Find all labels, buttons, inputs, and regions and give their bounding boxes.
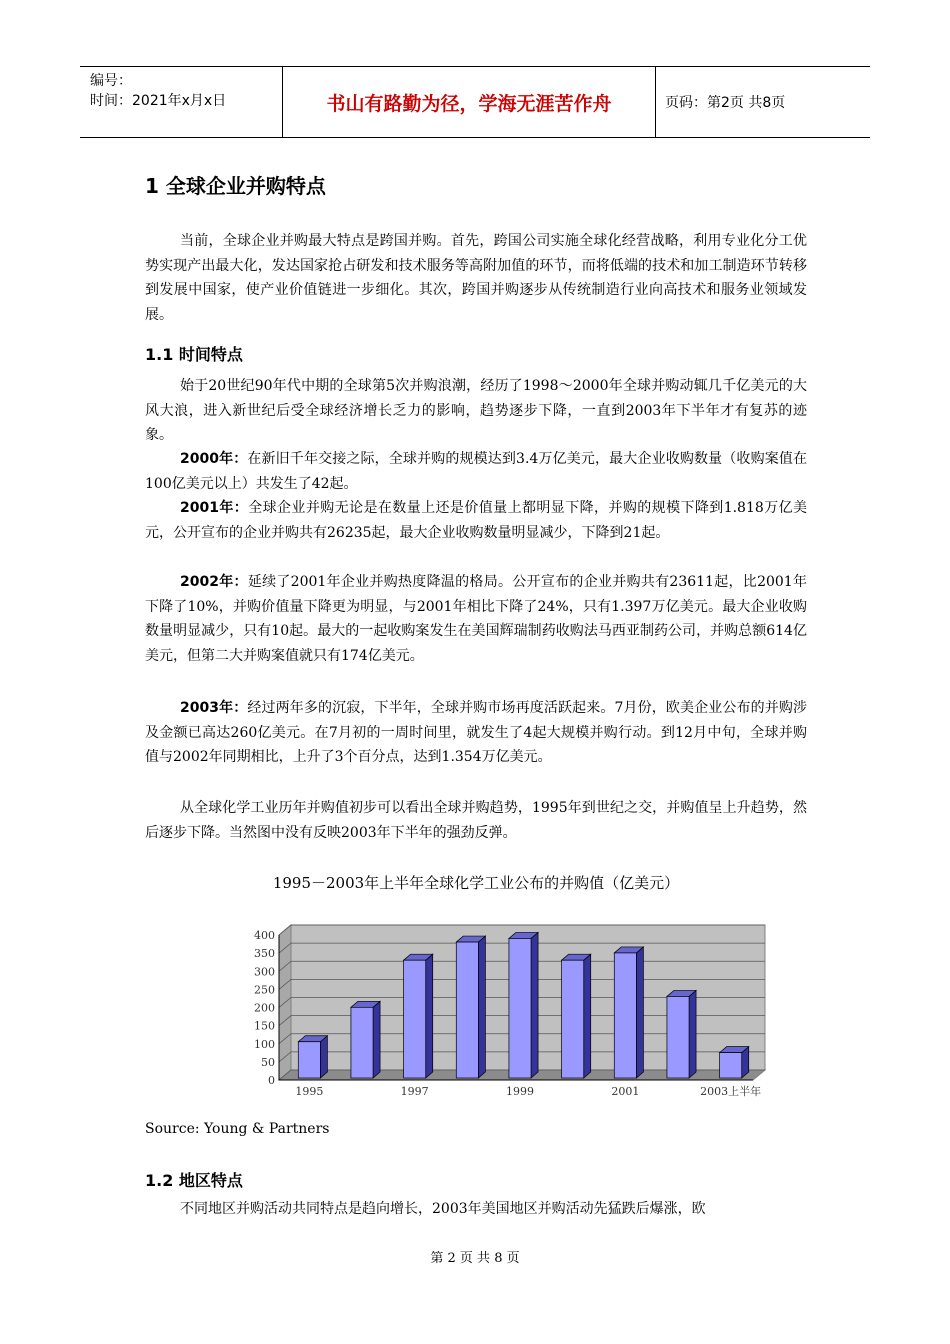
header-page-info: 页码：第2页 共8页 [665,95,786,111]
x-tick-label: 1995 [295,1085,324,1098]
year-2001-label: 2001年： [180,500,249,516]
x-tick-label: 2003上半年 [700,1085,762,1098]
header-meta [80,67,280,137]
bar [562,960,584,1078]
chart-source: Source: Young & Partners [145,1121,330,1137]
bar [614,953,636,1078]
y-tick-label: 400 [254,929,275,942]
bar-side [426,954,433,1078]
bar-side [689,990,696,1078]
bar-chart [237,920,777,1105]
bar-side [320,1036,327,1078]
bar-side [478,936,485,1078]
x-tick-label: 1997 [400,1085,429,1098]
bar [667,996,689,1078]
y-tick-label: 250 [254,983,275,997]
header-motto: 书山有路勤为径，学海无涯苦作舟 [282,67,656,137]
bar [404,960,426,1078]
chart-intro-paragraph: 从全球化学工业历年并购值初步可以看出全球并购趋势，1995年到世纪之交，并购值呈上升趋势，然后逐步下降。当然图中没有反映2003年下半年的强劲反弹。 [145,800,807,841]
bar [456,942,478,1078]
y-tick-label: 0 [268,1074,275,1087]
page-footer: 第 2 页 共 8 页 [430,1251,520,1266]
year-2001-paragraph [145,496,807,545]
subsection-title-time: 1.1 时间特点 [145,345,243,364]
intro-paragraph: 当前，全球企业并购最大特点是跨国并购。首先，跨国公司实施全球化经营战略，利用专业化分工优势实现产出最大化，发达国家抢占研发和技术服务等高附加值的环节，而将低端的技术和加工制造环节转移到发展中国家，使产业价值链进一步细化。其次，跨国并购逐步从传统制造行业向高技术和服务业领域发展。 [145,233,807,323]
bar-side [373,1001,380,1078]
y-tick-label: 50 [261,1055,275,1069]
bar-side [531,932,538,1078]
year-2002-paragraph [145,570,807,668]
year-2002-text: 延续了2001年企业并购热度降温的格局。公开宣布的企业并购共有23611起，比2001年下降了10%，并购价值量下降更为明显，与2001年相比下降了24%，只有1.397万亿美元。最大企业收购数量明显减少，只有10起。最大的一起收购案发生在美国辉瑞制药收购法马西亚制药公司，并购总额614亿美元，但第二大并购案值就只有174亿美元。 [145,574,808,664]
x-tick-label: 1999 [506,1085,534,1098]
bar [509,938,531,1078]
year-2003-label: 2003年： [180,700,248,716]
time-paragraph: 始于20世纪90年代中期的全球第5次并购浪潮，经历了1998～2000年全球并购动辄几千亿美元的大风大浪，进入新世纪后受全球经济增长乏力的影响，趋势逐步下降，一直到2003年下半年才有复苏的迹象。 [145,378,807,443]
y-tick-label: 150 [254,1019,275,1033]
y-tick-label: 300 [254,965,275,979]
region-paragraph: 不同地区并购活动共同特点是趋向增长，2003年美国地区并购活动先猛跌后爆涨，欧 [180,1201,706,1217]
header-date: 时间：2021年x月x日 [90,93,227,109]
y-tick-label: 100 [254,1037,275,1051]
year-2003-text: 经过两年多的沉寂，下半年，全球并购市场再度活跃起来。7月份，欧美企业公布的并购涉及金额已高达260亿美元。在7月初的一周时间里，就发生了4起大规模并购行动。到12月中旬，全球并购值与2002年同期相比，上升了3个百分点，达到1.354万亿美元。 [145,700,808,765]
bar [298,1042,320,1078]
bar-side [636,947,643,1078]
year-2002-label: 2002年： [180,574,248,590]
year-2000-label: 2000年： [180,451,248,467]
y-tick-label: 200 [254,1001,275,1015]
x-tick-label: 2001 [611,1085,640,1098]
header-number: 编号： [90,73,132,89]
year-2001-text: 全球企业并购无论是在数量上还是价值量上都明显下降，并购的规模下降到1.818万亿美元，公开宣布的企业并购共有26235起，最大企业收购数量明显减少，下降到21起。 [145,500,808,541]
chart-title: 1995－2003年上半年全球化学工业公布的并购值（亿美元） [272,874,680,892]
section-title: 1 全球企业并购特点 [145,174,326,198]
y-tick-label: 350 [254,947,275,961]
year-2000-text: 在新旧千年交接之际，全球并购的规模达到3.4万亿美元，最大企业收购数量（收购案值在100亿美元以上）共发生了42起。 [145,451,807,492]
bar-side [584,954,591,1078]
year-2000-paragraph [145,447,807,496]
bar [720,1053,742,1078]
page-header [80,66,870,138]
year-2003-paragraph [145,696,807,770]
bar [351,1007,373,1078]
subsection-title-region: 1.2 地区特点 [145,1171,243,1190]
